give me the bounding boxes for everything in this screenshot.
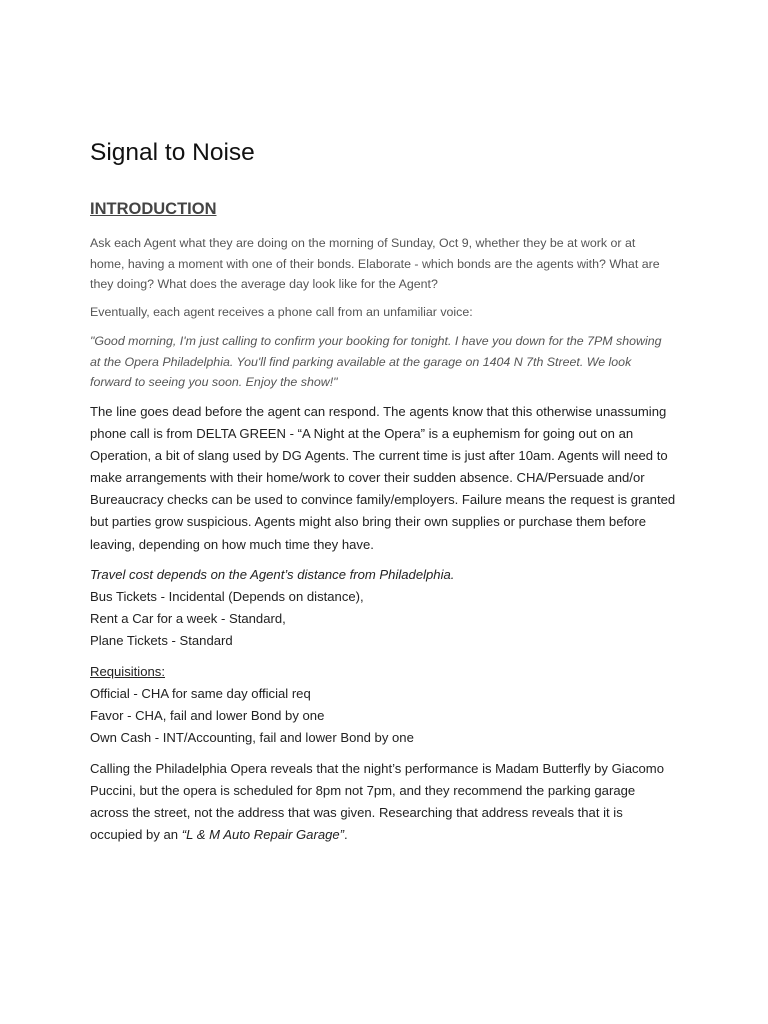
travel-intro: Travel cost depends on the Agent’s distance from Philadelphia.	[90, 567, 455, 582]
requisition-item: Own Cash - INT/Accounting, fail and lower Bond by one	[90, 730, 414, 746]
paragraph-delta-green	[90, 401, 682, 556]
text-fragment: occupied by an	[90, 827, 182, 843]
text-line: phone call is from DELTA GREEN - “A Night at the Opera” is a euphemism for going out on an	[90, 426, 634, 442]
text-line: Operation, a bit of slang used by DG Agents. The current time is just after 10am. Agents will need to	[90, 448, 668, 464]
text-line: Puccini, but the opera is scheduled for 8pm not 7pm, and they recommend the parking garage	[90, 783, 636, 799]
requisition-item: Favor - CHA, fail and lower Bond by one	[90, 708, 325, 724]
requisitions-label: Requisitions:	[90, 664, 165, 679]
text-line: leaving, depending on how much time they have.	[90, 536, 374, 552]
requisitions	[90, 661, 682, 749]
section-heading-introduction: INTRODUCTION	[90, 200, 217, 218]
text-line: Bureaucracy checks can be used to convince family/employers. Failure means the request is granted	[90, 492, 676, 508]
travel-item: Bus Tickets - Incidental (Depends on distance),	[90, 589, 364, 605]
text-line: The line goes dead before the agent can respond. The agents know that this otherwise unassuming	[90, 404, 667, 419]
travel-item: Plane Tickets - Standard	[90, 633, 233, 649]
text-line-last	[90, 824, 682, 846]
requisition-item: Official - CHA for same day official req	[90, 686, 311, 702]
text-line: at the Opera Philadelphia. You'll find parking available at the garage on 1404 N 7th Street. We look	[90, 354, 632, 369]
text-line: forward to seeing you soon. Enjoy the show!"	[90, 375, 338, 389]
text-line: make arrangements with their home/work to cover their sudden absence. CHA/Persuade and/or	[90, 470, 645, 486]
quote-phone-message	[90, 331, 682, 393]
text-line: Ask each Agent what they are doing on the morning of Sunday, Oct 9, whether they be at work or at	[90, 236, 636, 250]
travel-costs	[90, 564, 682, 652]
text-line: home, having a moment with one of their bonds. Elaborate - which bonds are the agents with? What are	[90, 256, 660, 271]
text-fragment: .	[344, 827, 348, 843]
document-title: Signal to Noise	[90, 139, 255, 166]
text-line: "Good morning, I'm just calling to confirm your booking for tonight. I have you down for the 7PM showing	[90, 334, 662, 348]
paragraph-opera-call	[90, 758, 682, 846]
garage-name: “L & M Auto Repair Garage”	[181, 827, 345, 843]
travel-item: Rent a Car for a week - Standard,	[90, 611, 286, 627]
text-line: Calling the Philadelphia Opera reveals that the night’s performance is Madam Butterfly by Giacomo	[90, 761, 664, 776]
paragraph-intro	[90, 233, 682, 295]
text-line: Eventually, each agent receives a phone call from an unfamiliar voice:	[90, 305, 473, 319]
text-line: across the street, not the address that was given. Researching that address reveals that it is	[90, 805, 623, 821]
text-line: they doing? What does the average day look like for the Agent?	[90, 277, 438, 291]
paragraph-phone-call	[90, 302, 682, 323]
text-line: but parties grow suspicious. Agents might also bring their own supplies or purchase them before	[90, 514, 647, 530]
